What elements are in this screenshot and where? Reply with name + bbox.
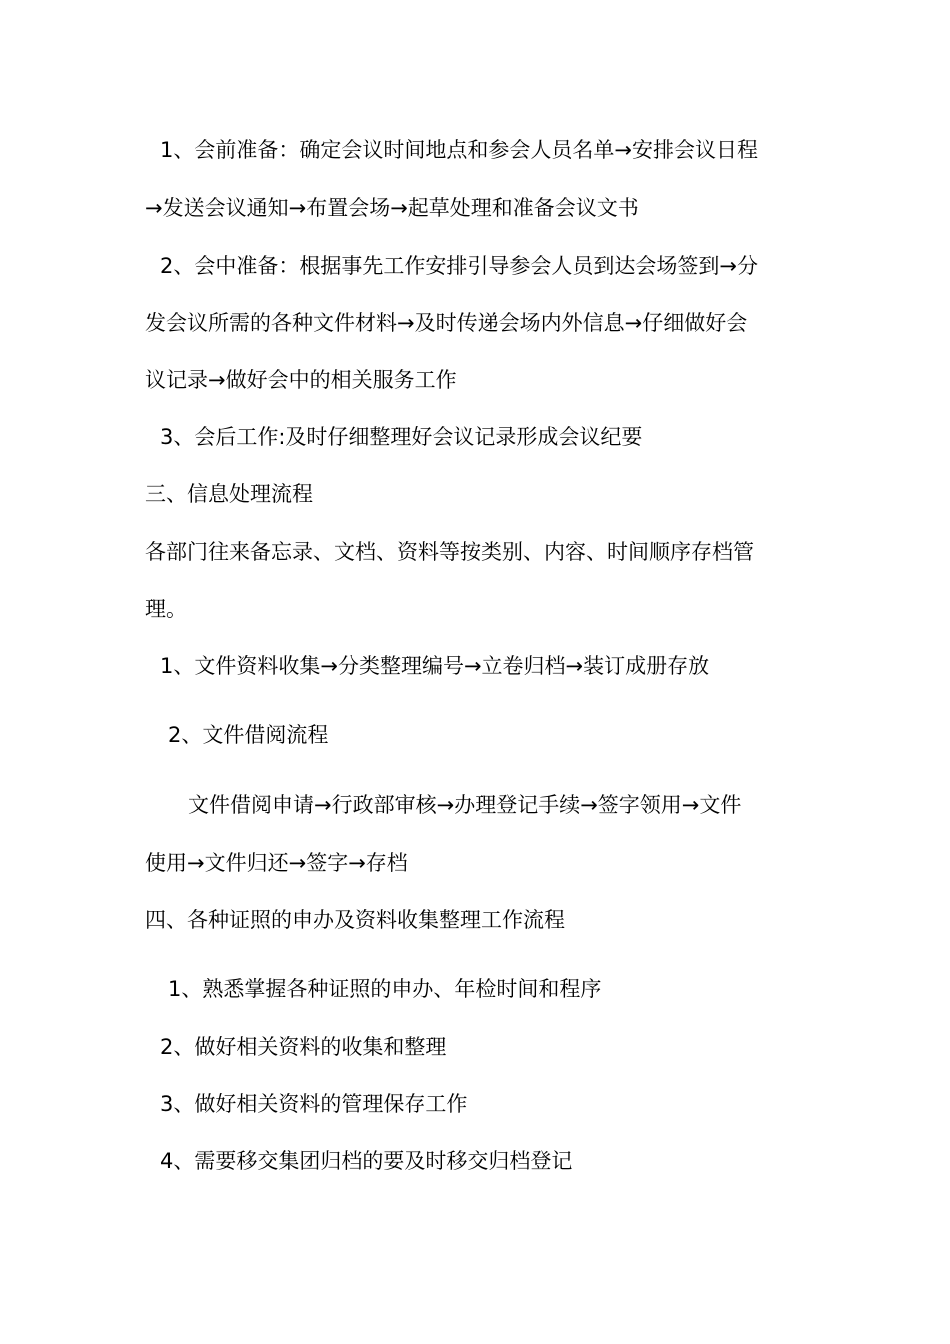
file-collection-step-line: 1、文件资料收集→分类整理编号→立卷归档→装订成册存放	[160, 654, 710, 678]
meeting-mid-step-line-2: 发会议所需的各种文件材料→及时传递会场内外信息→仔细做好会	[145, 311, 748, 335]
meeting-mid-step-line-1: 2、会中准备：根据事先工作安排引导参会人员到达会场签到→分	[160, 254, 758, 278]
meeting-pre-step-line-1: 1、会前准备：确定会议时间地点和参会人员名单→安排会议日程	[160, 138, 758, 162]
section-heading-info-processing: 三、信息处理流程	[145, 482, 313, 506]
file-borrow-step-line-1: 文件借阅申请→行政部审核→办理登记手续→签字领用→文件	[188, 793, 742, 817]
meeting-post-step-line: 3、会后工作:及时仔细整理好会议记录形成会议纪要	[160, 425, 643, 449]
certificates-item-2: 2、做好相关资料的收集和整理	[160, 1035, 447, 1059]
section-heading-certificates: 四、各种证照的申办及资料收集整理工作流程	[145, 908, 565, 932]
certificates-item-3: 3、做好相关资料的管理保存工作	[160, 1092, 468, 1116]
meeting-pre-step-line-2: →发送会议通知→布置会场→起草处理和准备会议文书	[145, 196, 639, 220]
info-paragraph-line-1: 各部门往来备忘录、文档、资料等按类别、内容、时间顺序存档管	[145, 540, 754, 564]
certificates-item-1: 1、熟悉掌握各种证照的申办、年检时间和程序	[168, 977, 602, 1001]
file-borrow-heading: 2、文件借阅流程	[168, 723, 329, 747]
info-paragraph-line-2: 理。	[145, 597, 187, 621]
meeting-mid-step-line-3: 议记录→做好会中的相关服务工作	[145, 368, 457, 392]
file-borrow-step-line-2: 使用→文件归还→签字→存档	[145, 851, 408, 875]
certificates-item-4: 4、需要移交集团归档的要及时移交归档登记	[160, 1149, 573, 1173]
